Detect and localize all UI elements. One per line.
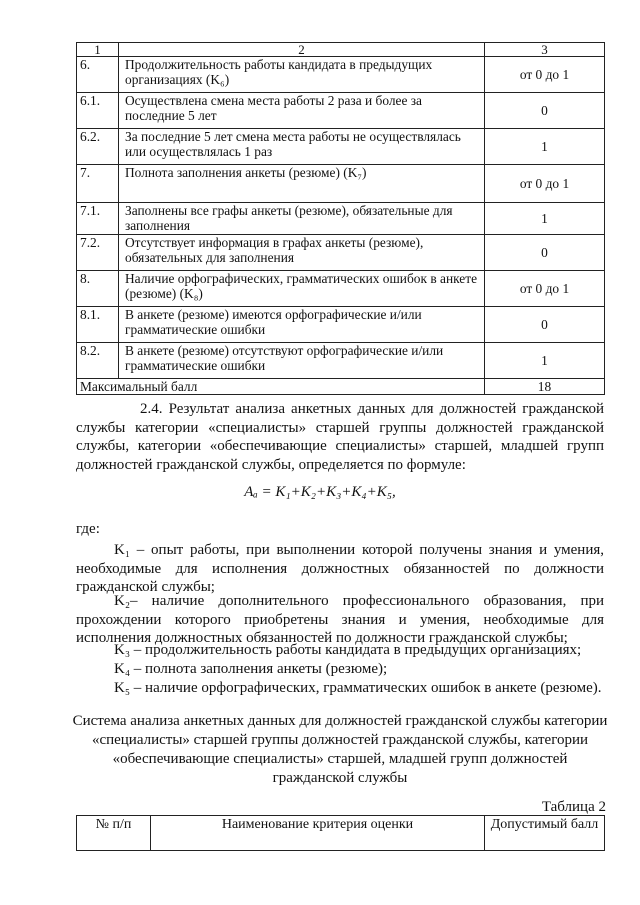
table-header-row — [77, 43, 605, 57]
score-value: 1 — [485, 129, 605, 165]
table-row — [77, 57, 605, 93]
table-header-row — [77, 816, 605, 851]
section-heading: Система анализа анкетных данных для должностей гражданской службы категории «специалисты» старшей группы должностей гражданской службы, категории «обеспечивающие специалисты» старшей, младшей групп должностей гражданской службы — [72, 713, 608, 786]
formula: Aₐ = K₁+K₂+K₃+K₄+K₅, — [244, 484, 396, 500]
header-criterion-name: Наименование критерия оценки — [151, 816, 485, 851]
table-row — [77, 235, 605, 271]
score-value: 1 — [485, 203, 605, 235]
score-value: от 0 до 1 — [485, 165, 605, 203]
definition-k1: K₁ – опыт работы, при выполнении которой получены знания и умения, необходимые для исполнения должностных обязанностей по должности гражданской службы; — [76, 542, 604, 595]
score-value: от 0 до 1 — [485, 57, 605, 93]
definition-k3: K₃ – продолжительность работы кандидата в предыдущих организациях; — [114, 642, 582, 658]
table-row — [77, 343, 605, 379]
max-score-label: Максимальный балл — [77, 379, 485, 395]
definition-k5: K₅ – наличие орфографических, грамматических ошибок в анкете (резюме). — [114, 680, 602, 696]
criterion-text: Наличие орфографических, грамматических ошибок в анкете (резюме) (K₈) — [119, 271, 485, 307]
column-number-2: 2 — [119, 43, 485, 57]
criterion-text: Отсутствует информация в графах анкеты (резюме), обязательных для заполнения — [119, 235, 485, 271]
criterion-text: Продолжительность работы кандидата в предыдущих организациях (K₆) — [119, 57, 485, 93]
row-number: 8.2. — [77, 343, 119, 379]
table-row — [77, 271, 605, 307]
max-score-value: 18 — [485, 379, 605, 395]
row-number: 7.2. — [77, 235, 119, 271]
score-value: 0 — [485, 307, 605, 343]
paragraph-2-4: 2.4. Результат анализа анкетных данных для должностей гражданской службы категории «специалисты» старшей группы должностей гражданской службы, категории «обеспечивающие специалисты» старшей, младшей групп должностей гражданской службы, определяется по формуле: — [76, 401, 604, 473]
score-value: 0 — [485, 93, 605, 129]
header-number: № п/п — [77, 816, 151, 851]
row-number: 8.1. — [77, 307, 119, 343]
criterion-text: Полнота заполнения анкеты (резюме) (K₇) — [119, 165, 485, 203]
table-row — [77, 203, 605, 235]
table-row — [77, 165, 605, 203]
row-number: 8. — [77, 271, 119, 307]
table-caption: Таблица 2 — [541, 799, 606, 815]
table-row — [77, 129, 605, 165]
column-number-3: 3 — [485, 43, 605, 57]
criterion-text: В анкете (резюме) имеются орфографические и/или грамматические ошибки — [119, 307, 485, 343]
row-number: 6.1. — [77, 93, 119, 129]
row-number: 7. — [77, 165, 119, 203]
header-allowed-score: Допустимый балл — [485, 816, 605, 851]
row-number: 7.1. — [77, 203, 119, 235]
definition-k4: K₄ – полнота заполнения анкеты (резюме); — [114, 661, 388, 677]
criterion-text: За последние 5 лет смена места работы не осуществлялась или осуществлялась 1 раз — [119, 129, 485, 165]
criterion-text: В анкете (резюме) отсутствуют орфографические и/или грамматические ошибки — [119, 343, 485, 379]
max-score-row — [77, 379, 605, 395]
where-label: где: — [76, 521, 100, 537]
row-number: 6. — [77, 57, 119, 93]
score-value: 0 — [485, 235, 605, 271]
table-row — [77, 93, 605, 129]
column-number-1: 1 — [77, 43, 119, 57]
table-row — [77, 307, 605, 343]
criteria-table-continued — [76, 42, 605, 395]
score-value: от 0 до 1 — [485, 271, 605, 307]
criterion-text: Заполнены все графы анкеты (резюме), обязательные для заполнения — [119, 203, 485, 235]
row-number: 6.2. — [77, 129, 119, 165]
score-value: 1 — [485, 343, 605, 379]
definition-k2: K₂– наличие дополнительного профессионального образования, при прохождении которого приобретены знания и умения, необходимые для исполнения должностных обязанностей по должности гражданской службы; — [76, 593, 604, 646]
criteria-table-2-header — [76, 815, 605, 851]
criterion-text: Осуществлена смена места работы 2 раза и более за последние 5 лет — [119, 93, 485, 129]
